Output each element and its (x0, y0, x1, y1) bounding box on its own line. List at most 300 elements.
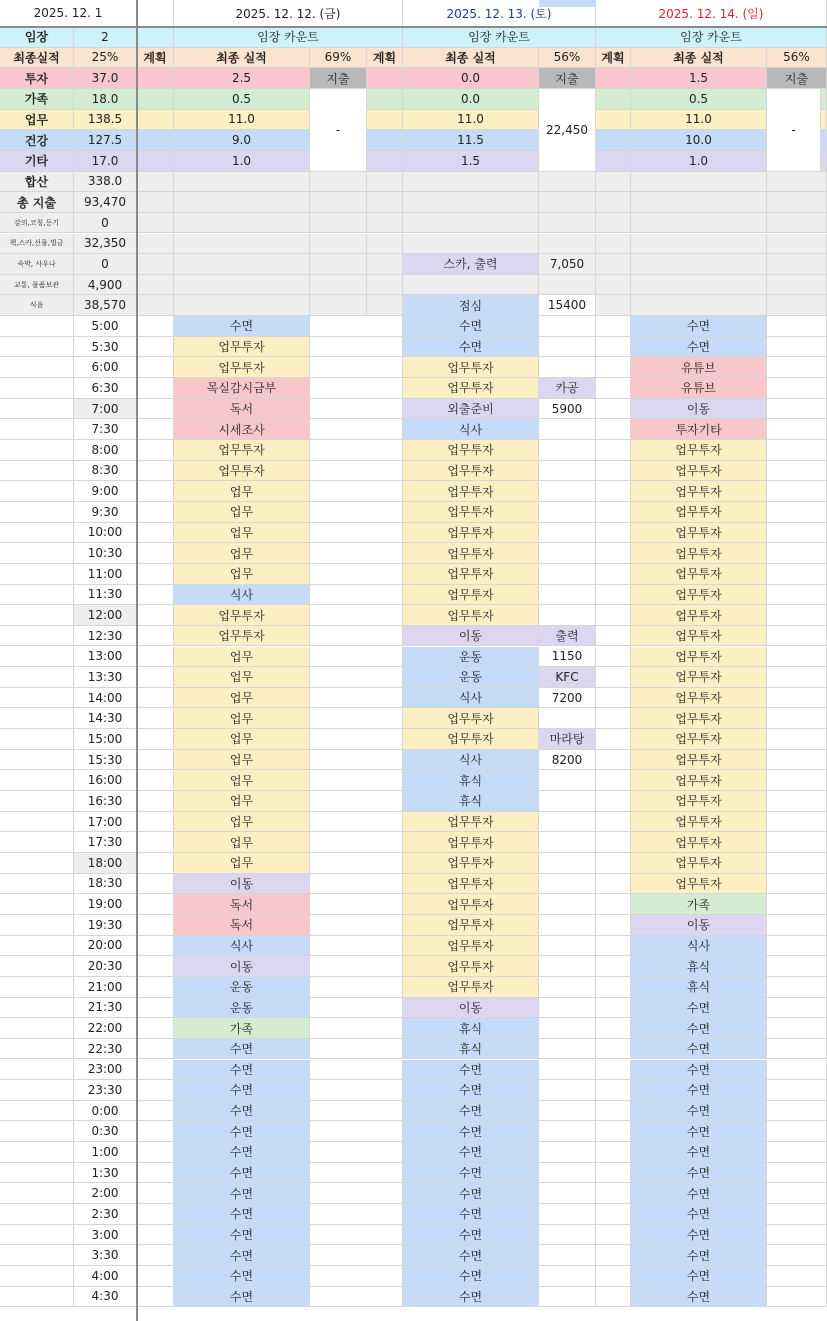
empty-cell[interactable] (767, 172, 827, 193)
day3-activity[interactable]: 업무투자 (631, 585, 767, 606)
time-label[interactable]: 9:00 (74, 481, 137, 502)
blank-cell[interactable] (596, 915, 631, 936)
day2-activity[interactable]: 수면 (403, 1225, 539, 1246)
day3-activity[interactable]: 업무투자 (631, 791, 767, 812)
time-label[interactable]: 2:30 (74, 1204, 137, 1225)
time-label[interactable]: 21:30 (74, 998, 137, 1019)
time-label[interactable]: 1:30 (74, 1163, 137, 1184)
day2-expense-note[interactable] (539, 936, 596, 957)
blank-cell[interactable] (0, 502, 74, 523)
day2-expense-note[interactable] (539, 543, 596, 564)
blank-cell[interactable] (137, 832, 174, 853)
blank-cell[interactable] (310, 1163, 403, 1184)
blank-cell[interactable] (767, 977, 827, 998)
time-label[interactable]: 23:30 (74, 1080, 137, 1101)
blank-cell[interactable] (0, 1266, 74, 1287)
blank-cell[interactable] (596, 688, 631, 709)
day2-activity[interactable]: 이동 (403, 998, 539, 1019)
label-category[interactable]: 건강 (0, 130, 74, 151)
blank-cell[interactable] (767, 874, 827, 895)
blank-cell[interactable] (767, 626, 827, 647)
day1-activity[interactable]: 업무 (174, 523, 310, 544)
blank-cell[interactable] (310, 1266, 403, 1287)
day2-count[interactable]: 임장 카운트 (403, 27, 596, 48)
day2-category-value[interactable]: 11.5 (403, 130, 539, 151)
day2-activity[interactable]: 식사 (403, 688, 539, 709)
blank-cell[interactable] (767, 1225, 827, 1246)
blank-cell[interactable] (310, 1142, 403, 1163)
day2-pct[interactable]: 56% (539, 48, 596, 69)
label-category[interactable]: 투자 (0, 68, 74, 89)
day3-activity[interactable]: 업무투자 (631, 605, 767, 626)
blank-cell[interactable] (137, 419, 174, 440)
day3-activity[interactable]: 업무투자 (631, 564, 767, 585)
empty-cell[interactable] (137, 213, 174, 234)
day2-expense-note[interactable] (539, 1266, 596, 1287)
empty-cell[interactable] (403, 213, 539, 234)
blank-cell[interactable] (0, 605, 74, 626)
plan-cell[interactable] (137, 89, 174, 110)
day3-activity[interactable]: 수면 (631, 337, 767, 358)
day1-activity[interactable]: 업무 (174, 832, 310, 853)
day2-activity[interactable]: 수면 (403, 337, 539, 358)
time-label[interactable]: 4:00 (74, 1266, 137, 1287)
day3-activity[interactable]: 수면 (631, 1039, 767, 1060)
blank-cell[interactable] (0, 1163, 74, 1184)
day1-activity[interactable]: 이동 (174, 874, 310, 895)
day3-activity[interactable]: 휴식 (631, 956, 767, 977)
blank-cell[interactable] (767, 1287, 827, 1308)
day1-activity[interactable]: 업무 (174, 667, 310, 688)
day3-category-value[interactable]: 11.0 (631, 110, 767, 131)
day2-activity[interactable]: 업무투자 (403, 874, 539, 895)
plan-cell[interactable] (596, 68, 631, 89)
day3-activity[interactable]: 업무투자 (631, 853, 767, 874)
day3-activity[interactable]: 업무투자 (631, 523, 767, 544)
empty-cell[interactable] (403, 172, 539, 193)
blank-cell[interactable] (310, 708, 403, 729)
blank-cell[interactable] (137, 1080, 174, 1101)
empty-cell[interactable] (174, 213, 310, 234)
blank-cell[interactable] (767, 688, 827, 709)
blank-cell[interactable] (767, 440, 827, 461)
blank-cell[interactable] (0, 977, 74, 998)
blank-cell[interactable] (0, 626, 74, 647)
day2-category-value[interactable]: 0.0 (403, 89, 539, 110)
empty-cell[interactable] (137, 275, 174, 296)
day2-activity[interactable]: 수면 (403, 1080, 539, 1101)
header-col0[interactable]: 2025. 12. 1 (0, 0, 137, 27)
day3-activity[interactable]: 휴식 (631, 977, 767, 998)
blank-cell[interactable] (310, 874, 403, 895)
empty-cell[interactable] (539, 213, 596, 234)
blank-cell[interactable] (310, 853, 403, 874)
blank-cell[interactable] (310, 626, 403, 647)
empty-cell[interactable] (137, 172, 174, 193)
blank-cell[interactable] (0, 1121, 74, 1142)
blank-cell[interactable] (767, 461, 827, 482)
day3-activity[interactable]: 업무투자 (631, 750, 767, 771)
day1-activity[interactable]: 업무 (174, 812, 310, 833)
blank-cell[interactable] (0, 1183, 74, 1204)
day3-expense-value[interactable]: - (767, 89, 821, 172)
day2-note-print[interactable]: 스카, 출력 (403, 254, 539, 275)
day2-activity[interactable]: 업무투자 (403, 977, 539, 998)
time-label[interactable]: 10:00 (74, 523, 137, 544)
blank-cell[interactable] (596, 998, 631, 1019)
blank-cell[interactable] (0, 564, 74, 585)
blank-cell[interactable] (0, 750, 74, 771)
empty-cell[interactable] (596, 192, 631, 213)
blank-cell[interactable] (137, 936, 174, 957)
value-total[interactable]: 338.0 (74, 172, 137, 193)
plan-cell[interactable] (596, 89, 631, 110)
day3-activity[interactable]: 이동 (631, 915, 767, 936)
plan-cell[interactable] (367, 130, 403, 151)
day1-activity[interactable]: 가족 (174, 1018, 310, 1039)
day1-activity[interactable]: 식사 (174, 585, 310, 606)
time-label[interactable]: 18:30 (74, 874, 137, 895)
day2-activity[interactable]: 수면 (403, 1204, 539, 1225)
blank-cell[interactable] (137, 667, 174, 688)
blank-cell[interactable] (137, 1101, 174, 1122)
day2-activity[interactable]: 업무투자 (403, 915, 539, 936)
day3-category-value[interactable]: 1.0 (631, 151, 767, 172)
day2-activity[interactable]: 업무투자 (403, 378, 539, 399)
blank-cell[interactable] (0, 1225, 74, 1246)
time-label[interactable]: 0:00 (74, 1101, 137, 1122)
empty-cell[interactable] (367, 275, 403, 296)
empty-cell[interactable] (596, 234, 631, 255)
blank-cell[interactable] (596, 1245, 631, 1266)
day3-activity[interactable]: 업무투자 (631, 440, 767, 461)
day1-activity[interactable]: 수면 (174, 1080, 310, 1101)
day1-activity[interactable]: 업무 (174, 853, 310, 874)
empty-cell[interactable] (767, 234, 827, 255)
time-label[interactable]: 11:30 (74, 585, 137, 606)
blank-cell[interactable] (137, 1121, 174, 1142)
blank-cell[interactable] (137, 605, 174, 626)
day2-expense-note[interactable] (539, 1225, 596, 1246)
blank-cell[interactable] (310, 543, 403, 564)
blank-cell[interactable] (0, 399, 74, 420)
blank-cell[interactable] (767, 605, 827, 626)
plan-cell[interactable] (137, 151, 174, 172)
day2-expense-note[interactable] (539, 523, 596, 544)
day3-count[interactable]: 임장 카운트 (596, 27, 827, 48)
blank-cell[interactable] (0, 316, 74, 337)
day1-activity[interactable]: 업무투자 (174, 461, 310, 482)
blank-cell[interactable] (767, 543, 827, 564)
value-category-total[interactable]: 127.5 (74, 130, 137, 151)
day3-activity[interactable]: 수면 (631, 998, 767, 1019)
day2-note-lunch[interactable]: 점심 (403, 295, 539, 316)
blank-cell[interactable] (310, 502, 403, 523)
day2-expense-note[interactable] (539, 461, 596, 482)
blank-cell[interactable] (0, 791, 74, 812)
blank-cell[interactable] (310, 481, 403, 502)
day3-category-value[interactable]: 10.0 (631, 130, 767, 151)
blank-cell[interactable] (0, 543, 74, 564)
blank-cell[interactable] (137, 378, 174, 399)
blank-cell[interactable] (310, 977, 403, 998)
blank-cell[interactable] (310, 585, 403, 606)
time-label[interactable]: 12:00 (74, 605, 137, 626)
blank-cell[interactable] (596, 502, 631, 523)
blank-cell[interactable] (137, 1204, 174, 1225)
time-label[interactable]: 14:00 (74, 688, 137, 709)
blank-cell[interactable] (767, 915, 827, 936)
day2-expense-note[interactable] (539, 1121, 596, 1142)
blank-cell[interactable] (767, 1039, 827, 1060)
blank-cell[interactable] (767, 956, 827, 977)
blank-cell[interactable] (596, 1287, 631, 1308)
plan-cell[interactable] (596, 151, 631, 172)
day2-activity[interactable]: 운동 (403, 647, 539, 668)
day1-activity[interactable]: 수면 (174, 1121, 310, 1142)
plan-cell[interactable] (596, 110, 631, 131)
day1-activity[interactable]: 업무투자 (174, 626, 310, 647)
empty-cell[interactable] (310, 172, 367, 193)
empty-cell[interactable] (137, 192, 174, 213)
blank-cell[interactable] (596, 399, 631, 420)
day2-activity[interactable]: 수면 (403, 1183, 539, 1204)
day3-activity[interactable]: 수면 (631, 1018, 767, 1039)
empty-cell[interactable] (137, 295, 174, 316)
day2-activity[interactable]: 업무투자 (403, 440, 539, 461)
blank-cell[interactable] (310, 750, 403, 771)
day2-expense-note[interactable] (539, 832, 596, 853)
day2-activity[interactable]: 업무투자 (403, 523, 539, 544)
day2-expense-note[interactable] (539, 915, 596, 936)
time-label[interactable]: 21:00 (74, 977, 137, 998)
day2-expense-note[interactable]: 5900 (539, 399, 596, 420)
time-label[interactable]: 19:00 (74, 894, 137, 915)
day2-expense-note[interactable] (539, 337, 596, 358)
blank-cell[interactable] (137, 791, 174, 812)
blank-cell[interactable] (137, 1245, 174, 1266)
label-final[interactable]: 최종실적 (0, 48, 74, 69)
blank-cell[interactable] (0, 688, 74, 709)
day3-activity[interactable]: 가족 (631, 894, 767, 915)
blank-cell[interactable] (137, 1225, 174, 1246)
time-label[interactable]: 16:00 (74, 770, 137, 791)
empty-cell[interactable] (631, 192, 767, 213)
empty-cell[interactable] (310, 275, 367, 296)
day1-category-value[interactable]: 2.5 (174, 68, 310, 89)
day3-final-label[interactable]: 최종 실적 (631, 48, 767, 69)
day3-activity[interactable]: 이동 (631, 399, 767, 420)
blank-cell[interactable] (0, 729, 74, 750)
blank-cell[interactable] (596, 977, 631, 998)
day1-activity[interactable]: 독서 (174, 915, 310, 936)
day2-expense-note[interactable] (539, 874, 596, 895)
blank-cell[interactable] (767, 998, 827, 1019)
day1-activity[interactable]: 독서 (174, 894, 310, 915)
day3-activity[interactable]: 유튜브 (631, 378, 767, 399)
label-total-expense[interactable]: 총 지출 (0, 192, 74, 213)
label-expense-row[interactable]: 교통, 물품보관 (0, 275, 74, 296)
empty-cell[interactable] (367, 213, 403, 234)
day2-activity[interactable]: 업무투자 (403, 605, 539, 626)
time-label[interactable]: 17:30 (74, 832, 137, 853)
blank-cell[interactable] (596, 1121, 631, 1142)
blank-cell[interactable] (596, 1183, 631, 1204)
day2-category-value[interactable]: 1.5 (403, 151, 539, 172)
blank-cell[interactable] (310, 419, 403, 440)
blank-cell[interactable] (767, 936, 827, 957)
blank-cell[interactable] (0, 1039, 74, 1060)
day2-activity[interactable]: 수면 (403, 1266, 539, 1287)
day2-expense-note[interactable] (539, 419, 596, 440)
blank-cell[interactable] (310, 357, 403, 378)
empty-cell[interactable] (631, 172, 767, 193)
day3-activity[interactable]: 유튜브 (631, 357, 767, 378)
day2-activity[interactable]: 업무투자 (403, 357, 539, 378)
empty-cell[interactable] (174, 254, 310, 275)
day1-activity[interactable]: 수면 (174, 1204, 310, 1225)
day2-expense-note[interactable] (539, 481, 596, 502)
plan-cell[interactable] (137, 130, 174, 151)
time-label[interactable]: 18:00 (74, 853, 137, 874)
blank-cell[interactable] (0, 832, 74, 853)
blank-cell[interactable] (137, 874, 174, 895)
blank-cell[interactable] (596, 729, 631, 750)
blank-cell[interactable] (0, 1101, 74, 1122)
day2-note-lunch-value[interactable]: 15400 (539, 295, 596, 316)
empty-cell[interactable] (767, 254, 827, 275)
blank-cell[interactable] (0, 936, 74, 957)
blank-cell[interactable] (310, 647, 403, 668)
day1-activity[interactable]: 업무투자 (174, 440, 310, 461)
blank-cell[interactable] (137, 399, 174, 420)
blank-cell[interactable] (137, 647, 174, 668)
day2-expense-note[interactable] (539, 812, 596, 833)
blank-cell[interactable] (596, 378, 631, 399)
blank-cell[interactable] (310, 399, 403, 420)
label-category[interactable]: 가족 (0, 89, 74, 110)
blank-cell[interactable] (596, 543, 631, 564)
day2-activity[interactable]: 수면 (403, 1163, 539, 1184)
blank-cell[interactable] (310, 791, 403, 812)
blank-cell[interactable] (310, 523, 403, 544)
blank-cell[interactable] (310, 1060, 403, 1081)
day3-activity[interactable]: 식사 (631, 936, 767, 957)
day2-activity[interactable]: 휴식 (403, 770, 539, 791)
day3-activity[interactable]: 수면 (631, 1287, 767, 1308)
day2-expense-note[interactable] (539, 894, 596, 915)
blank-cell[interactable] (310, 1080, 403, 1101)
time-label[interactable]: 17:00 (74, 812, 137, 833)
empty-cell[interactable] (631, 254, 767, 275)
blank-cell[interactable] (310, 688, 403, 709)
time-label[interactable]: 22:30 (74, 1039, 137, 1060)
blank-cell[interactable] (596, 337, 631, 358)
day1-activity[interactable]: 수면 (174, 1287, 310, 1308)
day3-activity[interactable]: 업무투자 (631, 481, 767, 502)
time-label[interactable]: 6:30 (74, 378, 137, 399)
day3-activity[interactable]: 수면 (631, 1142, 767, 1163)
empty-cell[interactable] (174, 192, 310, 213)
blank-cell[interactable] (0, 770, 74, 791)
spacer[interactable] (137, 27, 174, 48)
blank-cell[interactable] (0, 440, 74, 461)
day1-activity[interactable]: 업무 (174, 770, 310, 791)
day1-category-value[interactable]: 11.0 (174, 110, 310, 131)
day2-activity[interactable]: 수면 (403, 1245, 539, 1266)
header-spacer[interactable] (137, 0, 174, 27)
day3-activity[interactable]: 업무투자 (631, 832, 767, 853)
blank-cell[interactable] (596, 708, 631, 729)
blank-cell[interactable] (137, 812, 174, 833)
blank-cell[interactable] (0, 1245, 74, 1266)
value-expense-row[interactable]: 4,900 (74, 275, 137, 296)
day1-activity[interactable]: 업무투자 (174, 337, 310, 358)
day3-activity[interactable]: 수면 (631, 1060, 767, 1081)
blank-cell[interactable] (137, 729, 174, 750)
day2-expense-note[interactable] (539, 1163, 596, 1184)
day3-activity[interactable]: 업무투자 (631, 667, 767, 688)
empty-cell[interactable] (310, 234, 367, 255)
day3-activity[interactable]: 업무투자 (631, 626, 767, 647)
day1-activity[interactable]: 수면 (174, 1060, 310, 1081)
blank-cell[interactable] (137, 1018, 174, 1039)
blank-cell[interactable] (596, 440, 631, 461)
day2-expense-note[interactable] (539, 1080, 596, 1101)
day2-activity[interactable]: 업무투자 (403, 853, 539, 874)
day3-activity[interactable]: 업무투자 (631, 708, 767, 729)
empty-cell[interactable] (137, 234, 174, 255)
day2-expense-note[interactable]: 카공 (539, 378, 596, 399)
day2-expense-note[interactable] (539, 791, 596, 812)
blank-cell[interactable] (0, 357, 74, 378)
blank-cell[interactable] (0, 337, 74, 358)
day2-activity[interactable]: 휴식 (403, 1039, 539, 1060)
time-label[interactable]: 13:30 (74, 667, 137, 688)
day1-activity[interactable]: 업무 (174, 708, 310, 729)
blank-cell[interactable] (0, 708, 74, 729)
value-category-total[interactable]: 37.0 (74, 68, 137, 89)
day1-category-value[interactable]: 0.5 (174, 89, 310, 110)
blank-cell[interactable] (310, 915, 403, 936)
day3-activity[interactable]: 수면 (631, 1080, 767, 1101)
time-label[interactable]: 20:30 (74, 956, 137, 977)
empty-cell[interactable] (596, 213, 631, 234)
blank-cell[interactable] (0, 378, 74, 399)
blank-cell[interactable] (137, 543, 174, 564)
blank-cell[interactable] (596, 585, 631, 606)
empty-cell[interactable] (767, 295, 827, 316)
day2-activity[interactable]: 식사 (403, 750, 539, 771)
day3-activity[interactable]: 수면 (631, 1225, 767, 1246)
time-label[interactable]: 7:30 (74, 419, 137, 440)
day3-activity[interactable]: 수면 (631, 1204, 767, 1225)
time-label[interactable]: 5:30 (74, 337, 137, 358)
blank-cell[interactable] (596, 1101, 631, 1122)
day2-activity[interactable]: 이동 (403, 626, 539, 647)
blank-cell[interactable] (596, 1266, 631, 1287)
blank-cell[interactable] (137, 770, 174, 791)
blank-cell[interactable] (767, 523, 827, 544)
empty-cell[interactable] (596, 295, 631, 316)
day3-pct[interactable]: 56% (767, 48, 827, 69)
plan-cell[interactable] (137, 110, 174, 131)
day2-expense-value[interactable]: 22,450 (539, 89, 596, 172)
value-category-total[interactable]: 17.0 (74, 151, 137, 172)
blank-cell[interactable] (137, 1183, 174, 1204)
blank-cell[interactable] (0, 1060, 74, 1081)
empty-cell[interactable] (539, 172, 596, 193)
